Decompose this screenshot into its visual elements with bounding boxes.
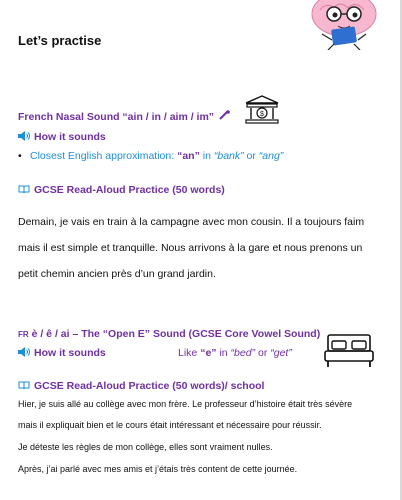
bullet-ang: “ang” xyxy=(258,150,284,162)
open-book-icon xyxy=(18,184,30,194)
speaker-icon xyxy=(18,347,30,357)
svg-text:$: $ xyxy=(260,111,264,118)
section2-practice-label: GCSE Read-Aloud Practice (50 words)/ school xyxy=(34,380,265,392)
section1-approximation-bullet xyxy=(18,150,283,162)
section2-text-line-2: mais il expliquait bien et le cours était intéressant et nécessaire pour réussir. xyxy=(18,420,322,430)
like-prefix: Like xyxy=(178,347,201,359)
flag-fr-label: FR xyxy=(18,330,29,339)
section1-how-label: How it sounds xyxy=(34,131,106,143)
like-or: or xyxy=(255,347,271,359)
brain-mascot-icon xyxy=(304,0,384,50)
section2-text-line-3: Je déteste les règles de mon collège, elles sont vraiment nulles. xyxy=(18,442,273,452)
bed-icon xyxy=(324,333,374,369)
bullet-dot: • xyxy=(18,150,22,162)
section1-heading xyxy=(18,110,231,123)
bullet-or: or xyxy=(243,150,259,162)
bank-building-icon xyxy=(244,95,280,125)
section2-how-it-sounds xyxy=(18,347,106,359)
bullet-prefix: Closest English approximation: xyxy=(30,150,178,162)
magic-wand-icon xyxy=(219,110,231,123)
section1-practice-title xyxy=(18,184,225,196)
section2-how-label: How it sounds xyxy=(34,347,106,359)
section2-text-line-1: Hier, je suis allé au collège avec mon frère. Le professeur d’histoire était très sévère xyxy=(18,399,353,409)
section2-heading xyxy=(18,328,320,340)
like-bed: “bed” xyxy=(230,347,256,359)
page-title: Let’s practise xyxy=(18,33,102,48)
bullet-bank: “bank” xyxy=(213,150,244,162)
section1-text-line-1: Demain, je vais en train à la campagne avec mon cousin. Il a toujours faim xyxy=(18,216,365,228)
section1-text-line-2: mais il est simple et tranquille. Nous arrivons à la gare et nous prenons un xyxy=(18,242,363,254)
section2-text-line-4: Après, j’ai parlé avec mes amis et j’étais très content de cette journée. xyxy=(18,464,298,474)
section2-practice-title xyxy=(18,380,264,392)
section1-how-it-sounds xyxy=(18,131,106,143)
section2-heading-text: è / ê / ai – The “Open E” Sound (GCSE Core Vowel Sound) xyxy=(31,328,321,340)
like-get: “get” xyxy=(270,347,292,359)
section1-practice-label: GCSE Read-Aloud Practice (50 words) xyxy=(34,184,225,196)
bullet-in: in xyxy=(199,150,214,162)
open-book-icon xyxy=(18,380,30,390)
section2-like-text xyxy=(178,347,292,359)
section1-text-line-3: petit chemin ancien près d’un grand jardin. xyxy=(18,268,216,280)
like-e: “e” xyxy=(200,347,217,359)
bullet-an: “an” xyxy=(177,150,200,162)
like-in: in xyxy=(216,347,231,359)
section1-heading-text: French Nasal Sound “ain / in / aim / im” xyxy=(18,111,215,123)
speaker-icon xyxy=(18,131,30,141)
